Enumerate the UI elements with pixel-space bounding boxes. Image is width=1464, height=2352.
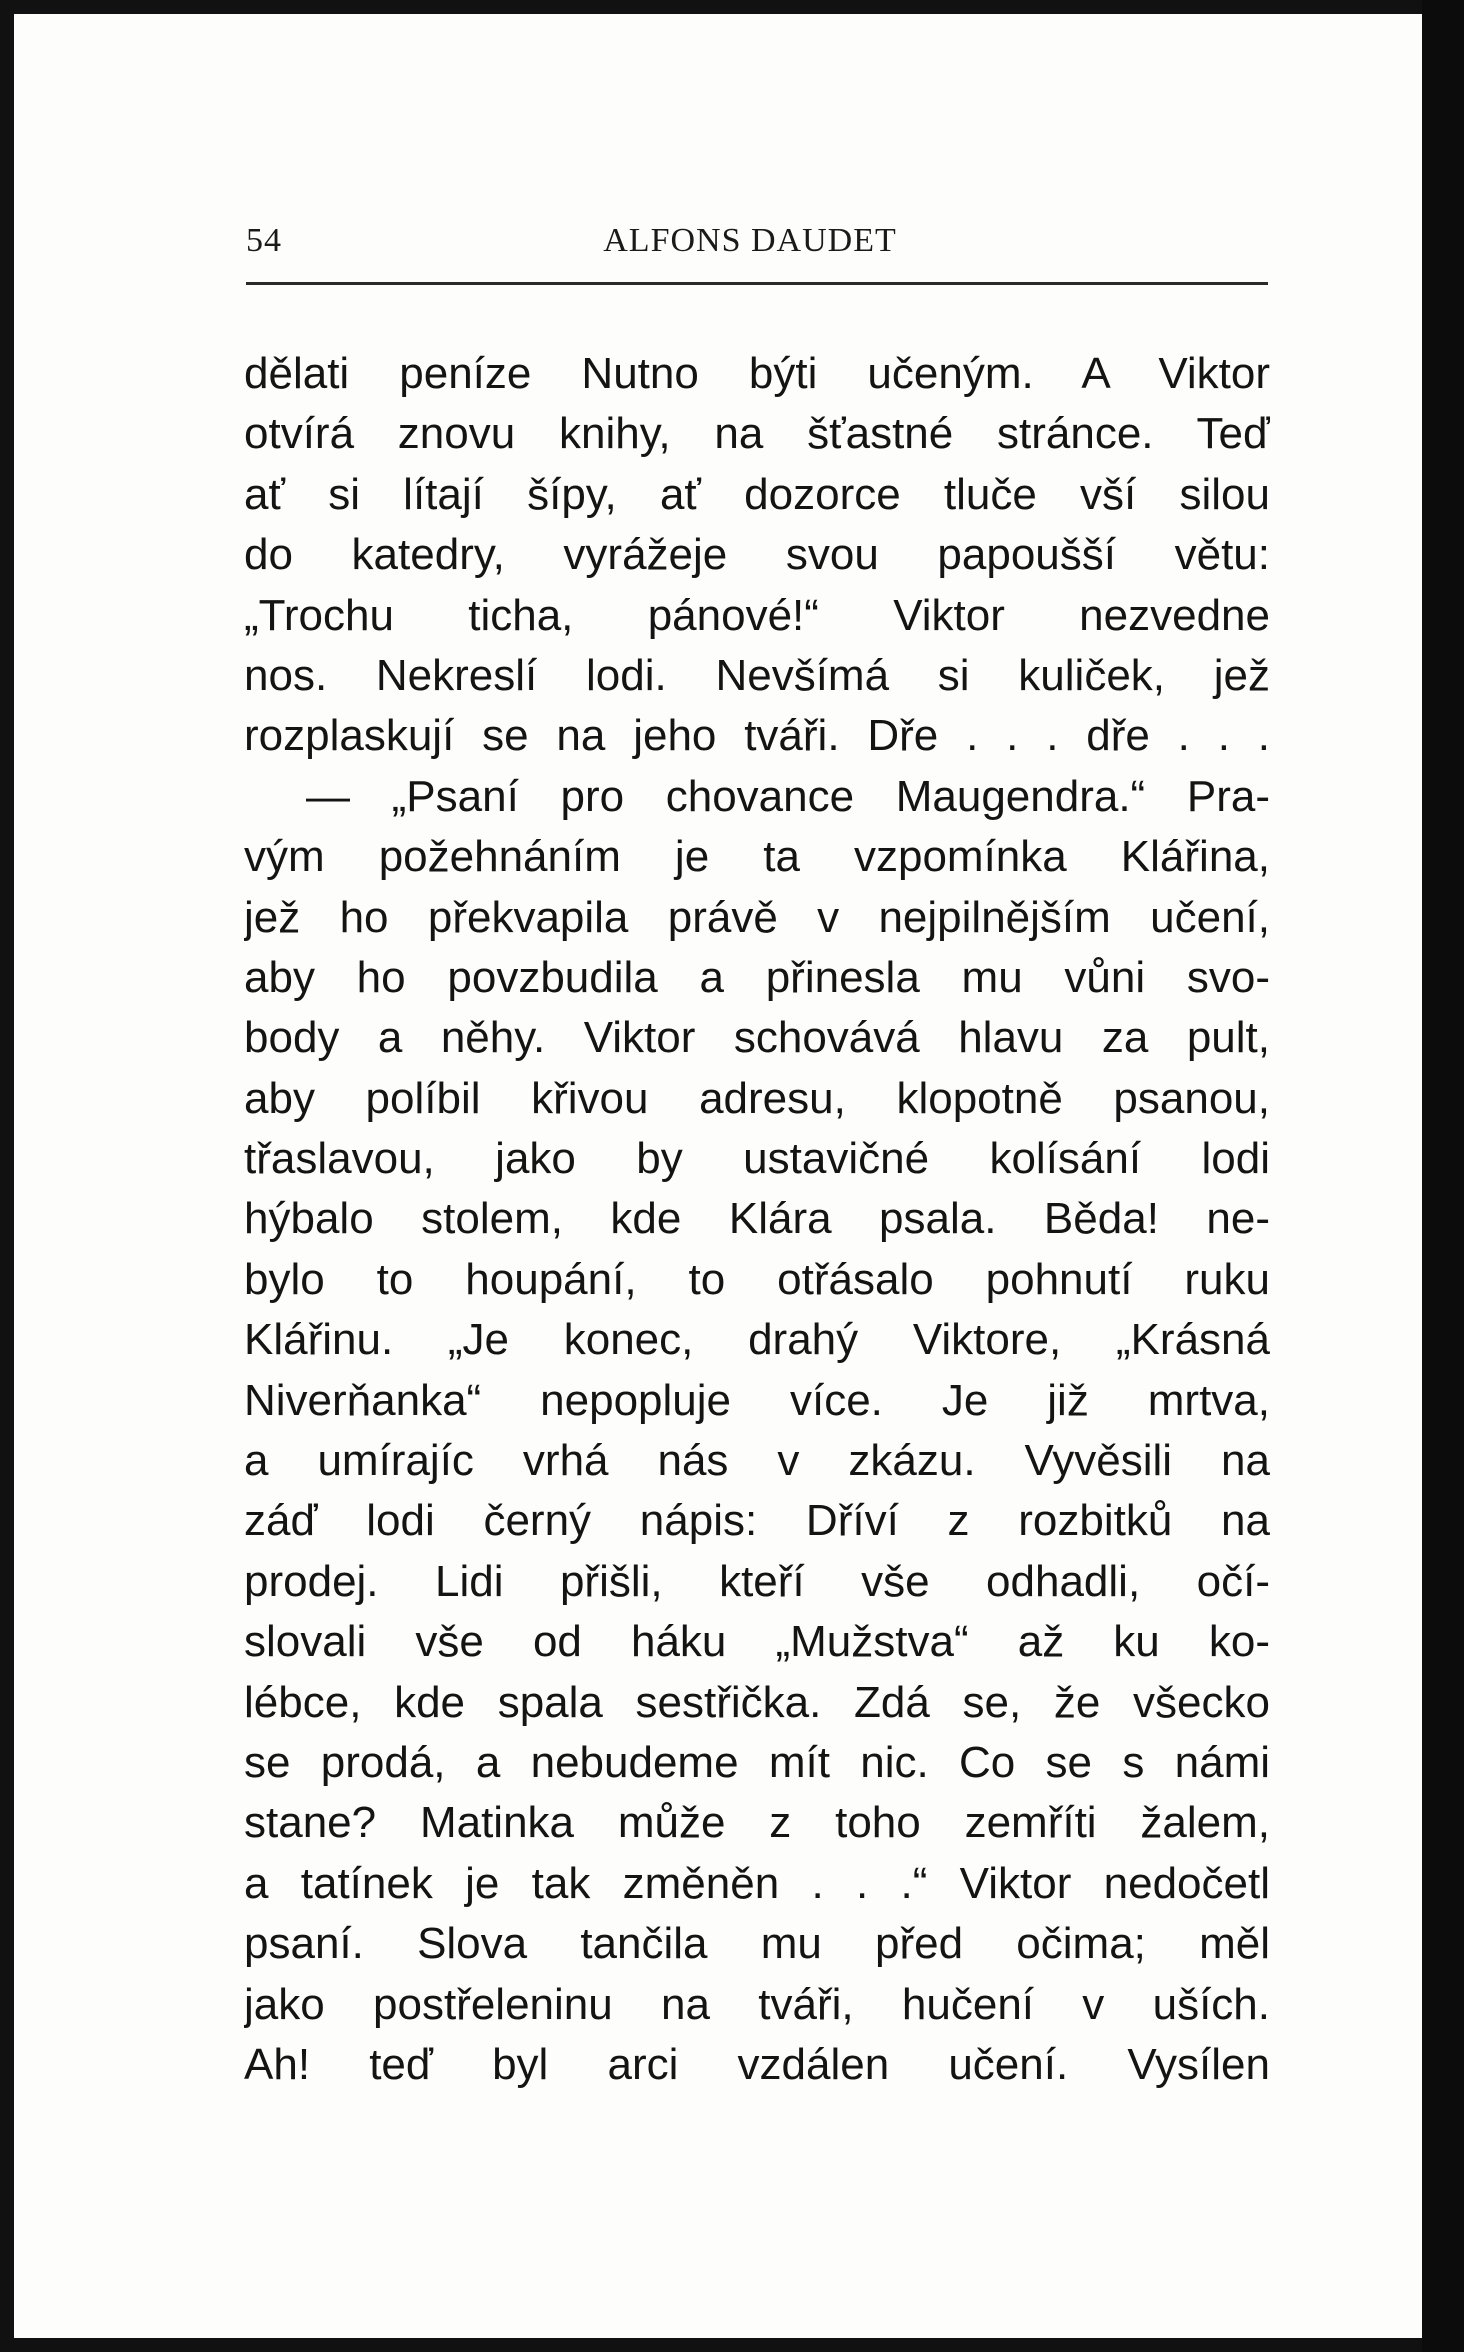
scan-border (1422, 0, 1464, 2352)
text-line: třaslavou, jako by ustavičné kolísání lodi (244, 1134, 1270, 1184)
text-line: prodej. Lidi přišli, kteří vše odhadli, očí- (244, 1556, 1270, 1606)
text-line: záď lodi černý nápis: Dříví z rozbitků na (244, 1496, 1270, 1546)
running-head: ALFONS DAUDET (603, 222, 897, 259)
text-line: aby ho povzbudila a přinesla mu vůni svo- (244, 952, 1270, 1002)
book-page (14, 14, 1422, 2338)
text-line: otvírá znovu knihy, na šťastné stránce. Teď (244, 409, 1270, 459)
text-line: a umírajíc vrhá nás v zkázu. Vyvěsili na (244, 1436, 1270, 1486)
text-line: a tatínek je tak změněn . . .“ Viktor nedočetl (244, 1858, 1270, 1908)
text-line: body a něhy. Viktor schovává hlavu za pult, (244, 1013, 1270, 1063)
text-line: Klářinu. „Je konec, drahý Viktore, „Krásná (244, 1315, 1270, 1365)
text-line: stane? Matinka může z toho zemříti žalem, (244, 1798, 1270, 1848)
text-line: psaní. Slova tančila mu před očima; měl (244, 1919, 1270, 1969)
text-line: se prodá, a nebudeme mít nic. Co se s námi (244, 1737, 1270, 1787)
text-line: bylo to houpání, to otřásalo pohnutí ruku (244, 1254, 1270, 1304)
text-line: dělati peníze Nutno býti učeným. A Viktor (244, 349, 1270, 398)
text-line: nos. Nekreslí lodi. Nevšímá si kuliček, jež (244, 650, 1270, 700)
text-line: „Trochu ticha, pánové!“ Viktor nezvedne (244, 590, 1270, 640)
text-line: Niverňanka“ nepopluje více. Je již mrtva, (244, 1375, 1270, 1425)
text-line: Ah! teď byl arci vzdálen učení. Vysílen (244, 2039, 1270, 2089)
text-line: hýbalo stolem, kde Klára psala. Běda! ne- (244, 1194, 1270, 1244)
text-line: slovali vše od háku „Mužstva“ až ku ko- (244, 1617, 1270, 1667)
page-number: 54 (246, 222, 282, 259)
text-line: aby políbil křivou adresu, klopotně psanou, (244, 1073, 1270, 1123)
text-line: ať si lítají šípy, ať dozorce tluče vší silou (244, 469, 1270, 519)
text-line: vým požehnáním je ta vzpomínka Klářina, (244, 832, 1270, 882)
text-line: jako postřeleninu na tváři, hučení v uších. (244, 1979, 1270, 2029)
text-line: rozplaskují se na jeho tváři. Dře . . . dře . . . (244, 711, 1270, 761)
body-text (244, 344, 1270, 2095)
text-line: — „Psaní pro chovance Maugendra.“ Pra- (306, 771, 1270, 821)
page-header (234, 222, 1266, 272)
header-rule (246, 282, 1268, 285)
text-line: jež ho překvapila právě v nejpilnějším učení, (244, 892, 1270, 942)
text-line: do katedry, vyrážeje svou papoušší větu: (244, 530, 1270, 580)
text-line: lébce, kde spala sestřička. Zdá se, že všecko (244, 1677, 1270, 1727)
